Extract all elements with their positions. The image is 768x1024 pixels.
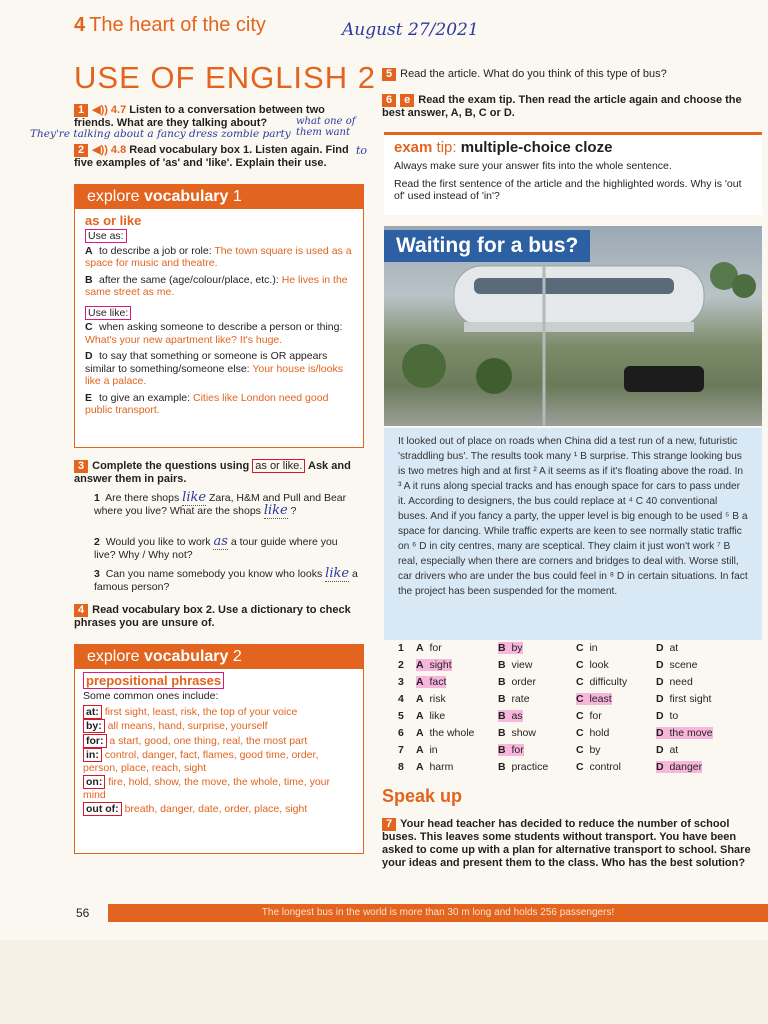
option-row — [398, 676, 768, 693]
prep-row — [83, 776, 355, 801]
option-b: B rate — [498, 693, 530, 705]
option-b: B for — [498, 744, 524, 756]
track-number: 4.8 — [110, 144, 127, 156]
option-number: 4 — [398, 693, 404, 705]
task-5: 5 Read the article. What do you think of this type of bus? — [382, 68, 762, 81]
option-a: A risk — [416, 693, 446, 705]
task-6: 6 e Read the exam tip. Then read the article again and choose the best answer, A, B, C or D. — [382, 94, 742, 119]
task-7: 7 Your head teacher has decided to reduce the number of school buses. This leaves some students without transport. You have been asked to come up with a plan for alternative transport to school. Share your ideas and present them to the class. Who has the best solution? — [382, 818, 751, 869]
task-number: 2 — [74, 144, 88, 157]
answer-options — [398, 642, 768, 782]
task-number: 1 — [74, 104, 88, 117]
option-b: B show — [498, 727, 536, 739]
vocab-item-d: D to say that something or someone is OR appears similar to something/someone else: Your house is/looks like a palace. — [85, 350, 343, 387]
exam-tip-title: exam tip: multiple-choice cloze — [394, 139, 613, 156]
ex3-q1: 1 Are there shops like Zara, H&M and Pull and Bear where you live? What are the shops like ? — [94, 490, 347, 518]
option-row — [398, 710, 768, 727]
task-4: 4 Read vocabulary box 2. Use a dictionary to check phrases you are unsure of. — [74, 604, 351, 629]
footer-fact-bar: The longest bus in the world is more than 30 m long and holds 256 passengers! — [108, 904, 768, 922]
option-a: A fact — [416, 676, 447, 688]
article-title: Waiting for a bus? — [384, 230, 590, 262]
option-number: 8 — [398, 761, 404, 773]
vocab-box-header: explore vocabulary 1 — [75, 185, 363, 209]
vocab-item-b: B after the same (age/colour/place, etc.): He lives in the same street as me. — [85, 273, 348, 298]
vocab-item-c: C when asking someone to describe a person or thing: What's your new apartment like? It's huge. — [85, 321, 343, 346]
option-d: D the move — [656, 727, 713, 739]
option-row — [398, 727, 768, 744]
option-b: B order — [498, 676, 536, 688]
prep-phrases: first sight, least, risk, the top of your voice — [101, 705, 298, 718]
audio-icon: ◀)) — [92, 144, 108, 156]
option-c: C least — [576, 693, 612, 705]
option-a: A harm — [416, 761, 454, 773]
use-like-label: Use like: — [85, 306, 131, 320]
page-number: 56 — [76, 906, 90, 920]
option-number: 7 — [398, 744, 404, 756]
track-number: 4.7 — [110, 104, 127, 116]
prep-label: on: — [83, 775, 105, 789]
article-body: It looked out of place on roads when China did a test run of a new, futuristic 'straddling bus'. The results took many ¹ B surprise. This strange looking bus is two metres high and at first ² A it seems as if it's floating above the road. In ³ A it runs along special tracks and has enough space for cars to pass under it. According to designers, the bus could replace at ⁴ C 40 conventional buses. And if you fancy a party, the upper level is big enough to be used ⁵ B a space for dancing. While traffic experts are keen to see normally static traffic on ⁶ D in city centres, many are sceptical. They claim it just won't work ⁷ B real, especially when there are corners and bridges to deal with. Worse still, car drivers who are under the bus could feel in ⁸ D in certain situations. In fact the project has been suspended for the moment. — [384, 428, 762, 640]
option-number: 2 — [398, 659, 404, 671]
prep-label: at: — [83, 705, 102, 719]
vocab-subtitle: as or like — [85, 213, 142, 228]
prep-phrases: fire, hold, show, the move, the whole, time, your mind — [83, 776, 331, 801]
vocab-box-header: explore vocabulary 2 — [75, 645, 363, 669]
prep-label: out of: — [83, 802, 122, 816]
audio-icon: ◀)) — [92, 104, 108, 116]
unit-title — [74, 14, 266, 37]
option-a: A for — [416, 642, 442, 654]
option-a: A like — [416, 710, 446, 722]
task-2 — [74, 144, 364, 170]
vocab-box-2 — [74, 644, 364, 854]
option-row — [398, 693, 768, 710]
prep-label: in: — [83, 748, 102, 762]
option-number: 3 — [398, 676, 404, 688]
unit-number: 4 — [74, 14, 86, 36]
task-text: Read vocabulary box 1. Listen again. Find five examples of 'as' and 'like'. Explain their use. — [74, 144, 349, 169]
option-d: D scene — [656, 659, 698, 671]
option-c: C hold — [576, 727, 610, 739]
prep-row — [83, 706, 355, 719]
option-row — [398, 761, 768, 778]
vocab-subtitle: prepositional phrases — [83, 672, 224, 689]
option-d: D at — [656, 744, 679, 756]
option-d: D first sight — [656, 693, 712, 705]
option-b: B practice — [498, 761, 549, 773]
ex3-q2: 2 Would you like to work as a tour guide where you live? Why / Why not? — [94, 534, 338, 561]
prep-phrases: a start, good, one thing, real, the most part — [106, 734, 308, 747]
handwritten-date: August 27/2021 — [342, 20, 479, 40]
vocab-item-a: A to describe a job or role: The town square is used as a space for music and theatre. — [85, 244, 352, 269]
option-c: C for — [576, 710, 602, 722]
handwritten-answer: They're talking about a fancy dress zombie party — [30, 128, 291, 140]
option-a: A in — [416, 744, 438, 756]
task-3: 3 Complete the questions using as or like. Ask and answer them in pairs. — [74, 460, 351, 485]
use-as-label: Use as: — [85, 229, 127, 243]
option-d: D danger — [656, 761, 703, 773]
option-number: 6 — [398, 727, 404, 739]
page-title: USE OF ENGLISH 2 — [74, 60, 376, 95]
prep-row — [83, 803, 355, 816]
exam-tip-p2: Read the first sentence of the article and the highlighted words. Why is 'out of' used instead of 'in'? — [394, 177, 742, 202]
option-b: B by — [498, 642, 523, 654]
prep-row — [83, 720, 355, 733]
prep-list — [83, 706, 355, 816]
unit-name: The heart of the city — [89, 14, 266, 36]
option-row — [398, 642, 768, 659]
vocab-intro: Some common ones include: — [83, 690, 219, 702]
prep-phrases: all means, hand, surprise, yourself — [104, 720, 268, 732]
ex3-q3: 3 Can you name somebody you know who looks like a famous person? — [94, 566, 358, 593]
option-c: C control — [576, 761, 621, 773]
option-row — [398, 744, 768, 761]
task-text: Listen to a conversation between two friends. What are they talking about? — [74, 104, 325, 129]
option-a: A the whole — [416, 727, 475, 739]
option-c: C difficulty — [576, 676, 628, 688]
option-number: 5 — [398, 710, 404, 722]
option-number: 1 — [398, 642, 404, 654]
option-b: B as — [498, 710, 523, 722]
option-a: A sight — [416, 659, 452, 671]
prep-label: by: — [83, 719, 105, 733]
prep-row — [83, 735, 355, 748]
option-d: D need — [656, 676, 693, 688]
option-d: D to — [656, 710, 679, 722]
handwritten-note: what one of them want — [296, 116, 356, 138]
prep-label: for: — [83, 734, 107, 748]
vocab-item-e: E to give an example: Cities like London need good public transport. — [85, 391, 329, 416]
option-b: B view — [498, 659, 533, 671]
option-c: C by — [576, 744, 601, 756]
prep-row — [83, 749, 355, 774]
as-or-like-box: as or like. — [252, 459, 305, 473]
prep-phrases: breath, danger, date, order, place, sight — [121, 803, 308, 815]
option-c: C in — [576, 642, 598, 654]
exam-tip-p1: Always make sure your answer fits into the whole sentence. — [394, 160, 672, 172]
option-d: D at — [656, 642, 679, 654]
bus-photo — [384, 226, 762, 426]
option-c: C look — [576, 659, 609, 671]
speak-up-heading: Speak up — [382, 786, 463, 806]
exam-tip-box — [384, 132, 762, 215]
handwritten-note: to — [356, 144, 368, 157]
option-row — [398, 659, 768, 676]
vocab-box-1 — [74, 184, 364, 448]
prep-phrases: control, danger, fact, flames, good time, order, person, place, reach, sight — [83, 749, 319, 774]
